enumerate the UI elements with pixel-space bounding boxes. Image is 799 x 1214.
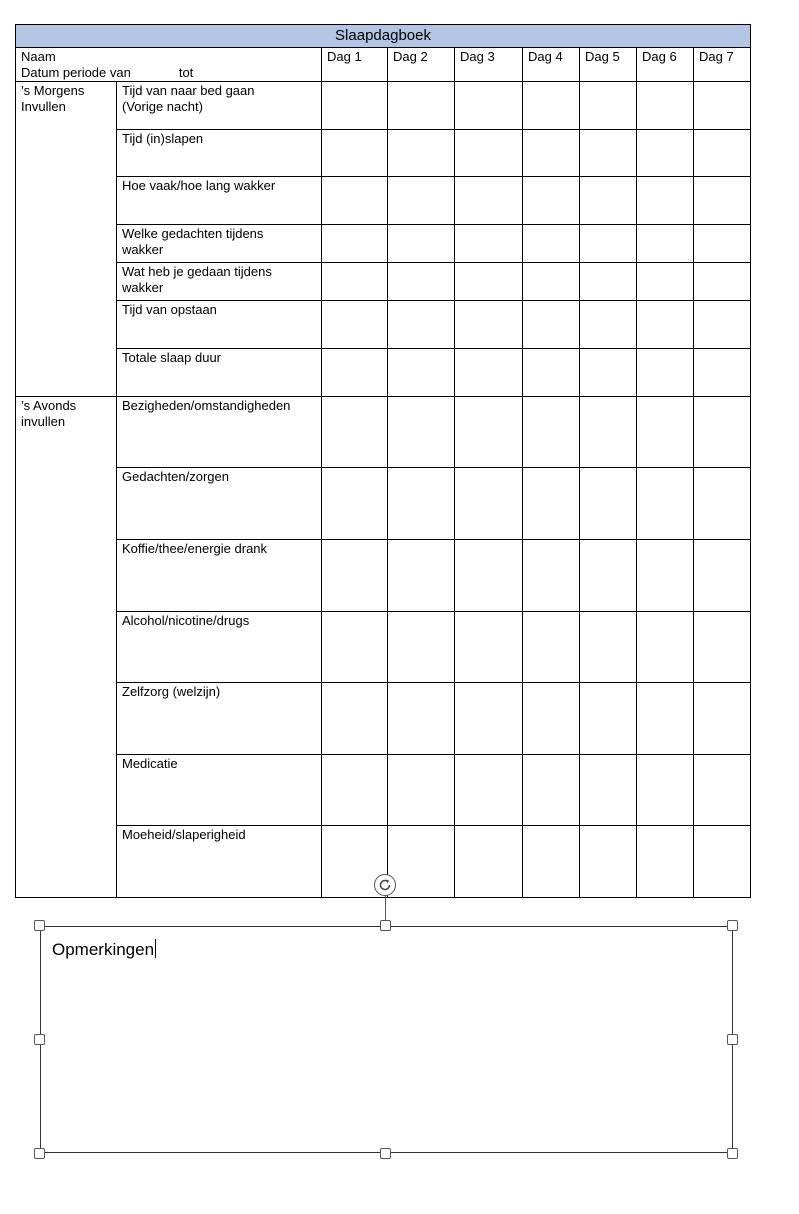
day-entry-cell[interactable] [455,826,523,898]
table-row [16,262,751,300]
day-entry-cell[interactable] [388,683,455,755]
section-label-line1: ’s Morgens [21,83,85,99]
day-entry-cell[interactable] [580,396,637,468]
resize-handle-top-right[interactable] [727,920,738,931]
day-entry-cell[interactable] [523,301,580,348]
day-entry-cell[interactable] [580,301,637,348]
section-label-cell [16,82,117,396]
row-label-line1: Gedachten/zorgen [122,469,229,485]
day-entry-cell[interactable] [694,826,751,898]
day-entry-cell[interactable] [455,468,523,540]
period-to-label: tot [178,65,194,81]
row-label-line1: Alcohol/nicotine/drugs [122,612,250,628]
resize-handle-bottom-right[interactable] [727,1148,738,1159]
day-entry-cell[interactable] [455,611,523,683]
day-entry-cell[interactable] [694,611,751,683]
row-label-line1: Tijd (in)slapen [122,130,204,146]
row-label-cell [117,754,322,826]
day-entry-cell[interactable] [580,348,637,396]
day-entry-cell[interactable] [580,468,637,540]
row-label-cell [117,468,322,540]
day-entry-cell[interactable] [388,348,455,396]
day-entry-cell[interactable] [388,468,455,540]
day-entry-cell[interactable] [322,540,388,612]
row-label-cell [117,262,322,300]
section-label-line2: Invullen [21,99,66,115]
resize-handle-top-center[interactable] [380,920,391,931]
row-label-cell [117,683,322,755]
day-entry-cell[interactable] [455,683,523,755]
row-label-line1: Tijd van naar bed gaan [122,83,255,99]
day-entry-cell[interactable] [322,262,388,300]
day-entry-cell[interactable] [523,82,580,129]
day-header-2: Dag 2 [388,48,455,82]
day-entry-cell[interactable] [322,468,388,540]
day-entry-cell[interactable] [388,301,455,348]
day-entry-cell[interactable] [694,468,751,540]
table-row [16,129,751,176]
day-entry-cell[interactable] [523,396,580,468]
day-header-4: Dag 4 [523,48,580,82]
day-entry-cell[interactable] [388,129,455,176]
row-label-cell [117,224,322,262]
day-entry-cell[interactable] [637,396,694,468]
day-entry-cell[interactable] [455,82,523,129]
day-entry-cell[interactable] [455,540,523,612]
row-label-cell [117,177,322,224]
day-entry-cell[interactable] [523,468,580,540]
day-entry-cell[interactable] [322,82,388,129]
row-label-cell [117,611,322,683]
day-entry-cell[interactable] [388,754,455,826]
table-row [16,348,751,396]
day-entry-cell[interactable] [523,683,580,755]
row-label-cell [117,540,322,612]
day-entry-cell[interactable] [694,224,751,262]
table-title-text: Slaapdagboek [335,27,431,44]
day-entry-cell[interactable] [694,177,751,224]
day-entry-cell[interactable] [322,611,388,683]
day-entry-cell[interactable] [637,754,694,826]
row-label-cell [117,301,322,348]
row-label-line1: Koffie/thee/energie drank [122,541,268,557]
day-entry-cell[interactable] [523,611,580,683]
day-header-5: Dag 5 [580,48,637,82]
day-entry-cell[interactable] [455,129,523,176]
row-label-line1: Medicatie [122,755,178,771]
comments-textbox[interactable] [40,926,733,1153]
day-entry-cell[interactable] [637,224,694,262]
day-entry-cell[interactable] [694,301,751,348]
day-entry-cell[interactable] [637,468,694,540]
day-entry-cell[interactable] [580,129,637,176]
day-entry-cell[interactable] [388,82,455,129]
day-header-7: Dag 7 [694,48,751,82]
day-entry-cell[interactable] [322,177,388,224]
row-label-line2: wakker [122,279,164,295]
day-entry-cell[interactable] [694,754,751,826]
table-title [16,25,751,48]
rotate-handle-icon[interactable] [374,874,396,896]
row-label-line1: Tijd van opstaan [122,302,217,318]
day-header-3: Dag 3 [455,48,523,82]
row-label-line1: Totale slaap duur [122,349,222,365]
day-entry-cell[interactable] [637,683,694,755]
table-row [16,754,751,826]
table-row [16,82,751,129]
day-entry-cell[interactable] [523,754,580,826]
row-label-line2: wakker [122,241,164,257]
day-entry-cell[interactable] [694,540,751,612]
day-entry-cell[interactable] [580,683,637,755]
day-entry-cell[interactable] [523,129,580,176]
day-entry-cell[interactable] [637,611,694,683]
name-label: Naam [21,49,56,65]
day-entry-cell[interactable] [523,224,580,262]
row-label-cell [117,129,322,176]
day-entry-cell[interactable] [580,540,637,612]
name-period-cell[interactable] [16,48,322,82]
day-entry-cell[interactable] [637,540,694,612]
day-entry-cell[interactable] [322,301,388,348]
table-row [16,224,751,262]
day-header-1: Dag 1 [322,48,388,82]
day-entry-cell[interactable] [694,396,751,468]
day-entry-cell[interactable] [322,396,388,468]
day-entry-cell[interactable] [455,754,523,826]
day-entry-cell[interactable] [523,826,580,898]
day-entry-cell[interactable] [637,82,694,129]
day-entry-cell[interactable] [322,348,388,396]
day-entry-cell[interactable] [455,224,523,262]
day-entry-cell[interactable] [455,396,523,468]
day-entry-cell[interactable] [694,348,751,396]
row-label-line1: Moeheid/slaperigheid [122,827,246,843]
table-row [16,540,751,612]
section-label-line1: ’s Avonds [21,397,77,413]
day-entry-cell[interactable] [580,826,637,898]
table-row [16,683,751,755]
day-entry-cell[interactable] [455,301,523,348]
day-entry-cell[interactable] [580,177,637,224]
section-label-line2: invullen [21,413,66,429]
row-label-line1: Welke gedachten tijdens [122,225,264,241]
day-entry-cell[interactable] [523,540,580,612]
comments-text-value: Opmerkingen [52,940,155,959]
row-label-cell [117,82,322,129]
day-entry-cell[interactable] [580,754,637,826]
row-label-line1: Bezigheden/omstandigheden [122,397,291,413]
row-label-line2: (Vorige nacht) [122,99,203,115]
day-entry-cell[interactable] [637,826,694,898]
day-entry-cell[interactable] [388,177,455,224]
comments-text[interactable] [52,939,156,961]
table-row [16,611,751,683]
table-body [16,82,751,898]
resize-handle-middle-right[interactable] [727,1034,738,1045]
row-label-line1: Wat heb je gedaan tijdens [122,263,272,279]
day-entry-cell[interactable] [322,224,388,262]
day-entry-cell[interactable] [523,177,580,224]
day-entry-cell[interactable] [523,348,580,396]
day-entry-cell[interactable] [388,611,455,683]
day-entry-cell[interactable] [637,129,694,176]
header-row [16,48,751,82]
sleep-diary-table [15,24,751,898]
day-entry-cell[interactable] [523,262,580,300]
period-label: Datum periode van [21,65,131,81]
day-entry-cell[interactable] [637,301,694,348]
day-entry-cell[interactable] [580,262,637,300]
section-label-cell [16,396,117,897]
day-entry-cell[interactable] [580,82,637,129]
table-row [16,468,751,540]
text-caret [155,939,156,958]
day-entry-cell[interactable] [322,754,388,826]
row-label-cell [117,396,322,468]
day-entry-cell[interactable] [580,224,637,262]
day-entry-cell[interactable] [388,540,455,612]
row-label-cell [117,348,322,396]
table-row [16,396,751,468]
day-entry-cell[interactable] [694,82,751,129]
day-entry-cell[interactable] [322,683,388,755]
day-entry-cell[interactable] [455,177,523,224]
row-label-line1: Zelfzorg (welzijn) [122,684,221,700]
day-entry-cell[interactable] [388,262,455,300]
day-entry-cell[interactable] [388,224,455,262]
day-entry-cell[interactable] [580,611,637,683]
day-entry-cell[interactable] [694,262,751,300]
resize-handle-bottom-center[interactable] [380,1148,391,1159]
day-entry-cell[interactable] [694,683,751,755]
day-entry-cell[interactable] [388,826,455,898]
row-label-cell [117,826,322,898]
resize-handle-bottom-left[interactable] [34,1148,45,1159]
resize-handle-middle-left[interactable] [34,1034,45,1045]
day-entry-cell[interactable] [637,177,694,224]
day-entry-cell[interactable] [322,129,388,176]
day-entry-cell[interactable] [388,396,455,468]
day-header-6: Dag 6 [637,48,694,82]
day-entry-cell[interactable] [455,348,523,396]
day-entry-cell[interactable] [455,262,523,300]
day-entry-cell[interactable] [637,348,694,396]
table-row [16,301,751,348]
row-label-line1: Hoe vaak/hoe lang wakker [122,178,276,194]
day-entry-cell[interactable] [694,129,751,176]
resize-handle-top-left[interactable] [34,920,45,931]
day-entry-cell[interactable] [637,262,694,300]
table-row [16,177,751,224]
